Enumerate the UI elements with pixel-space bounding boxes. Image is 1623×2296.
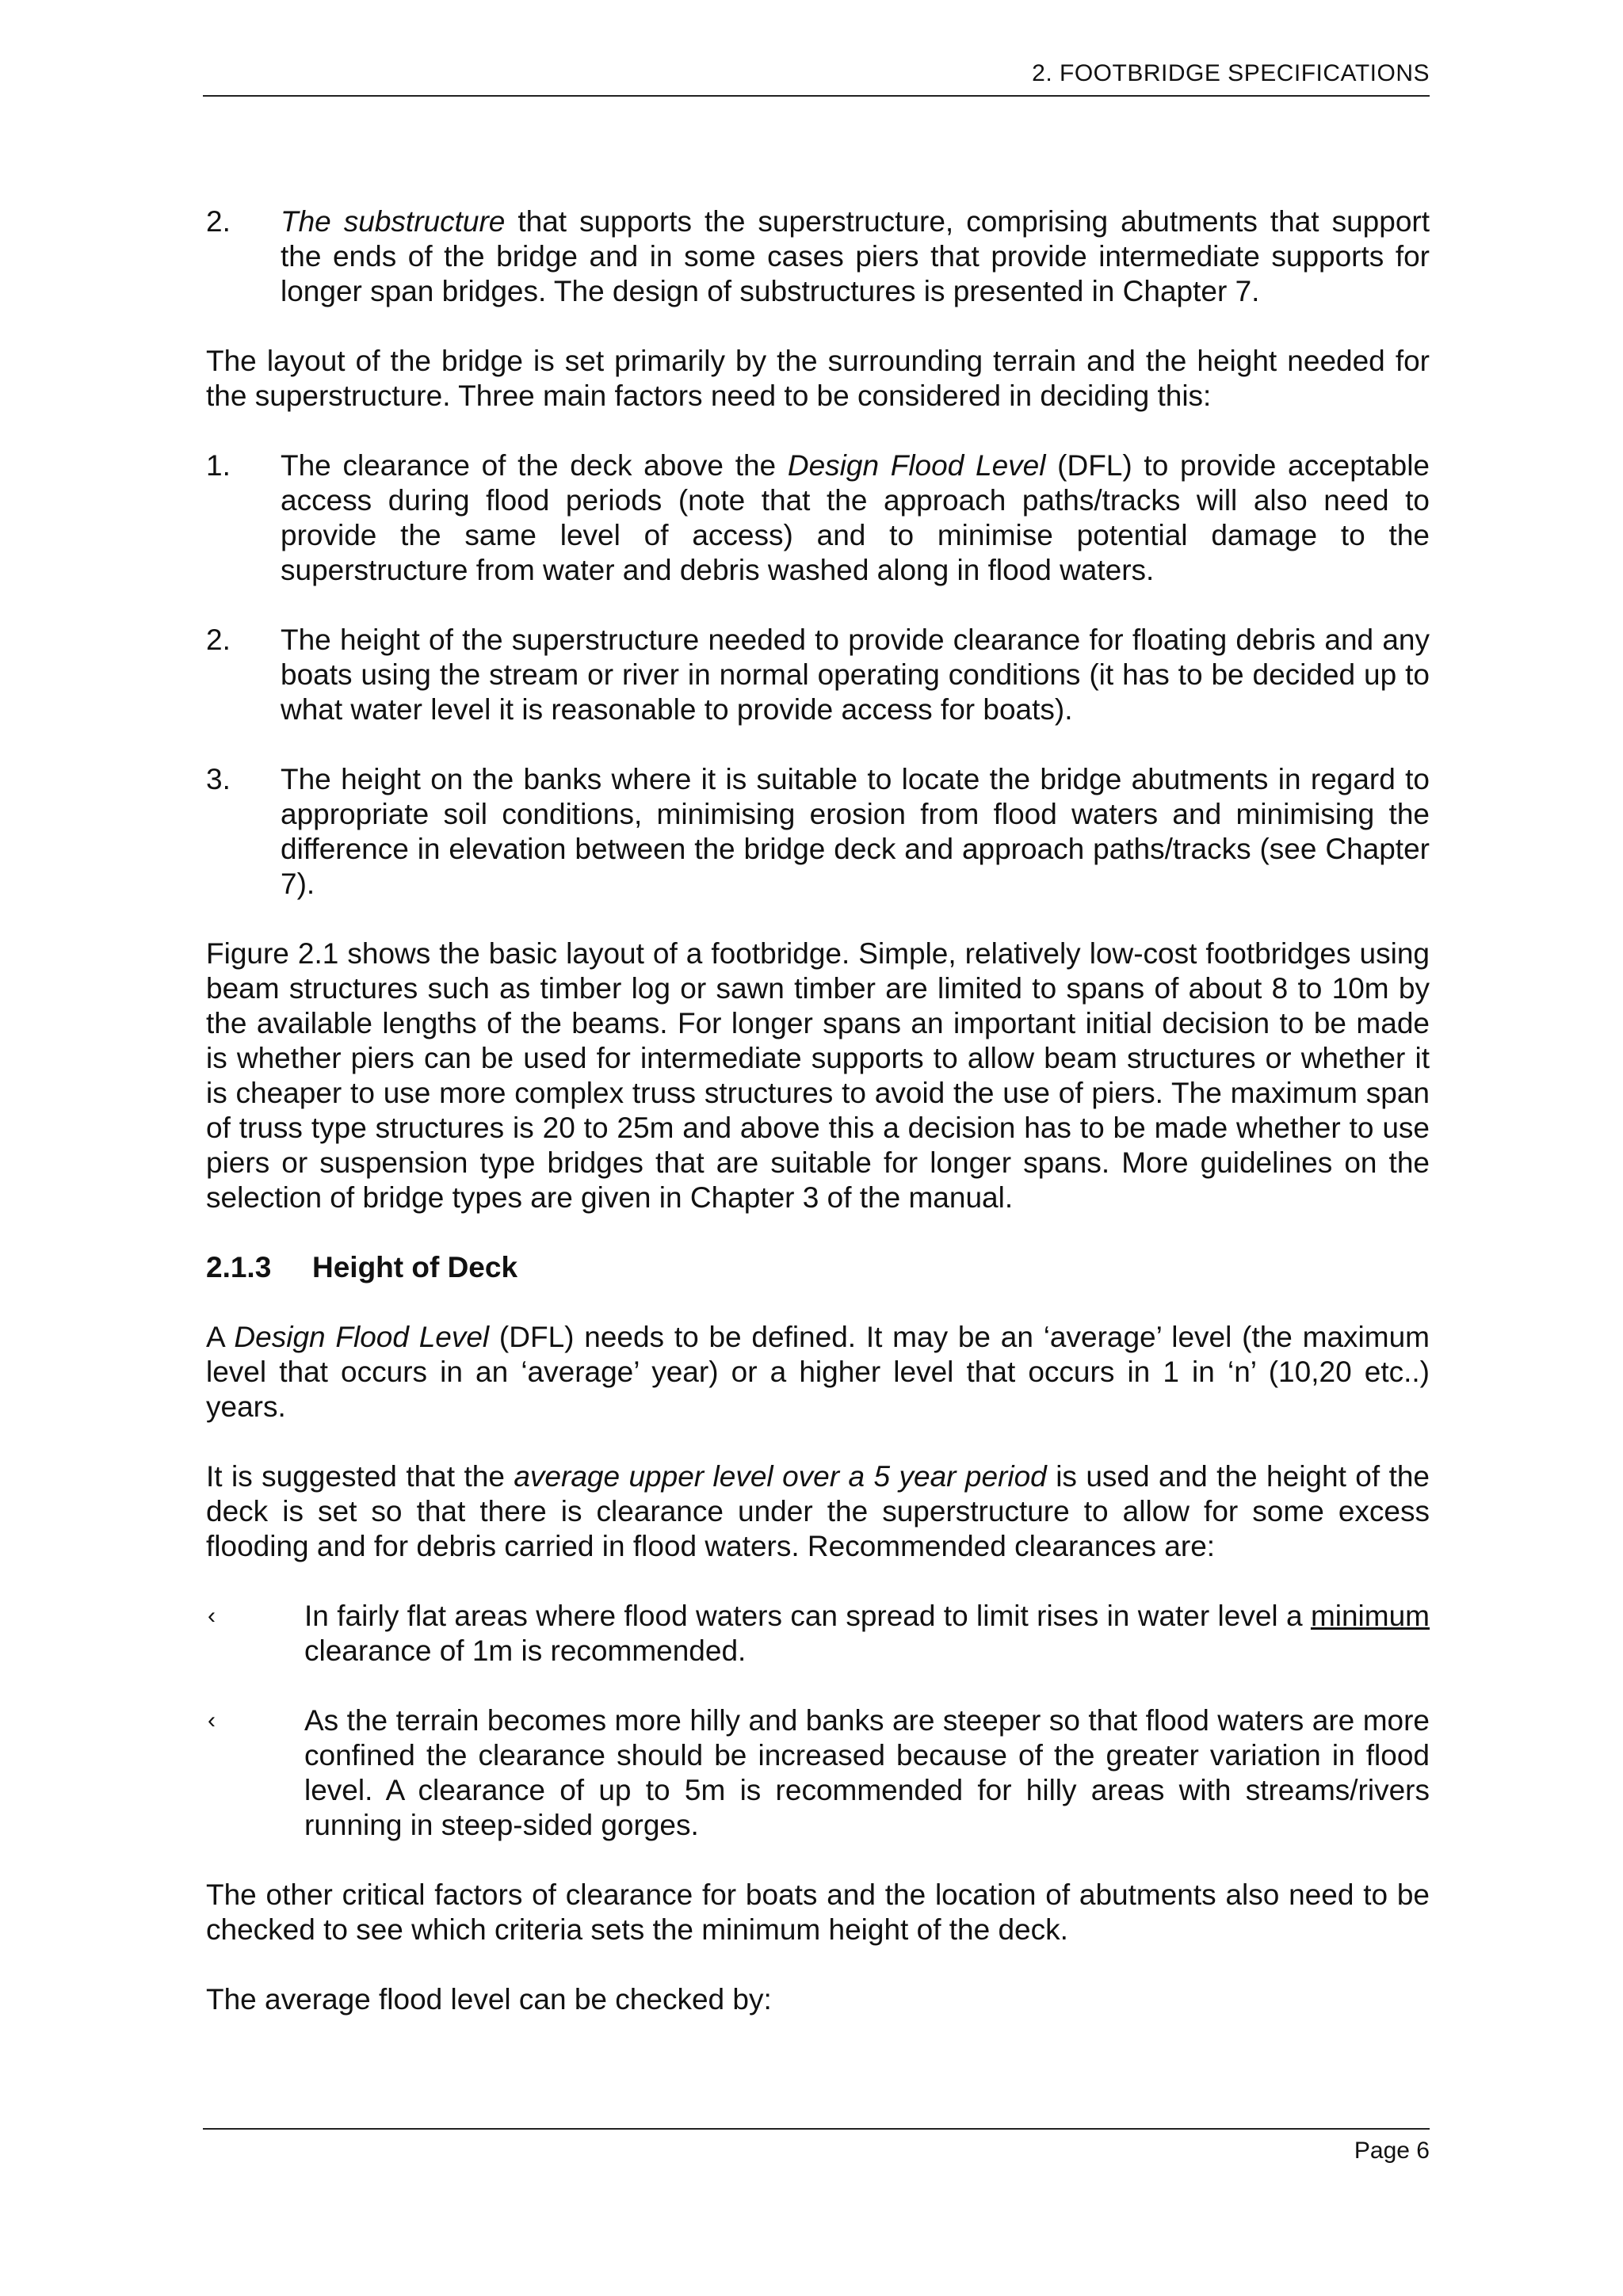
dfl-text-post: (DFL) needs to be defined. It may be an ‘average’ level (the maximum level that occurs in an ‘average’ year) or a higher level that occurs in 1 in ‘n’ (10,20 etc..) years. [206,1321,1430,1423]
item-number: 3. [206,763,231,795]
substructure-item [206,204,1430,309]
factor-item-2 [206,623,1430,727]
section-title: Height of Deck [312,1251,518,1283]
item-text: The height of the superstructure needed to provide clearance for floating debris and any boats using the stream or river in normal operating conditions (it has to be decided up to what water level it is reasonable to provide access for boats). [281,624,1430,726]
page-number: Page 6 [1354,2138,1430,2164]
layout-paragraph: The layout of the bridge is set primarily by the surrounding terrain and the height needed for the superstructure. Three main factors need to be considered in deciding this: [206,345,1430,412]
bullet-text-pre: In fairly flat areas where flood waters can spread to limit rises in water level a [304,1600,1311,1632]
bullet-item-1 [206,1599,1430,1669]
suggest-text-pre: It is suggested that the [206,1460,514,1493]
item-number: 2. [206,624,231,656]
section-number: 2.1.3 [206,1251,272,1283]
other-factors-paragraph: The other critical factors of clearance for boats and the location of abutments also need to be checked to see which criteria sets the minimum height of the deck. [206,1878,1430,1946]
dfl-text-pre: A [206,1321,235,1353]
bullet-mark: ‹ [208,1603,216,1629]
suggest-text-post: is used and the height of the deck is set so that there is clearance under the superstructure to allow for some excess flooding and for debris carried in flood waters. Recommended clearances are: [206,1460,1430,1562]
suggest-paragraph [206,1459,1430,1564]
page-header [203,60,1430,97]
average-flood-paragraph: The average flood level can be checked by: [206,1983,772,2016]
item-text-pre: The clearance of the deck above the [281,449,788,482]
bullet-underline: minimum [1310,1600,1430,1632]
item-emphasis: Design Flood Level [787,449,1046,482]
bullet-item-2 [206,1703,1430,1843]
item-text: The height on the banks where it is suitable to locate the bridge abutments in regard to appropriate soil conditions, minimising erosion from flood waters and minimising the difference in elevation between the bridge deck and approach paths/tracks (see Chapter 7). [281,763,1430,900]
factor-item-1 [206,448,1430,588]
factor-item-3 [206,762,1430,902]
header-title: 2. FOOTBRIDGE SPECIFICATIONS [1032,60,1430,86]
section-heading [206,1250,1430,1285]
item-text: that supports the superstructure, comprising abutments that support the ends of the bridge and in some cases piers that provide intermediate supports for longer span bridges. The design of substructures is presented in Chapter 7. [281,205,1430,307]
bullet-mark: ‹ [208,1707,216,1733]
bullet-text-post: clearance of 1m is recommended. [304,1634,747,1667]
item-text-post: (DFL) to provide acceptable access during flood periods (note that the approach paths/tracks will also need to provide the same level of access) and to minimise potential damage to the superstructure from water and debris washed along in flood waters. [281,449,1430,586]
item-number: 1. [206,449,231,482]
figure-paragraph: Figure 2.1 shows the basic layout of a footbridge. Simple, relatively low-cost footbridges using beam structures such as timber log or sawn timber are limited to spans of about 8 to 10m by the available lengths of the beams. For longer spans an important initial decision to be made is whether piers can be used for intermediate supports to allow beam structures or whether it is cheaper to use more complex truss structures to avoid the use of piers. The maximum span of truss type structures is 20 to 25m and above this a decision has to be made whether to use piers or suspension type bridges that are suitable for longer spans. More guidelines on the selection of bridge types are given in Chapter 3 of the manual. [206,937,1430,1214]
page-content [206,204,1430,2017]
item-emphasis: The substructure [281,205,506,238]
page-footer [203,2128,1430,2166]
item-number: 2. [206,205,231,238]
suggest-emphasis: average upper level over a 5 year period [514,1460,1047,1493]
dfl-emphasis: Design Flood Level [234,1321,490,1353]
dfl-paragraph [206,1320,1430,1425]
bullet-text: As the terrain becomes more hilly and banks are steeper so that flood waters are more confined the clearance should be increased because of the greater variation in flood level. A clearance of up to 5m is recommended for hilly areas with streams/rivers running in steep-sided gorges. [304,1704,1430,1841]
